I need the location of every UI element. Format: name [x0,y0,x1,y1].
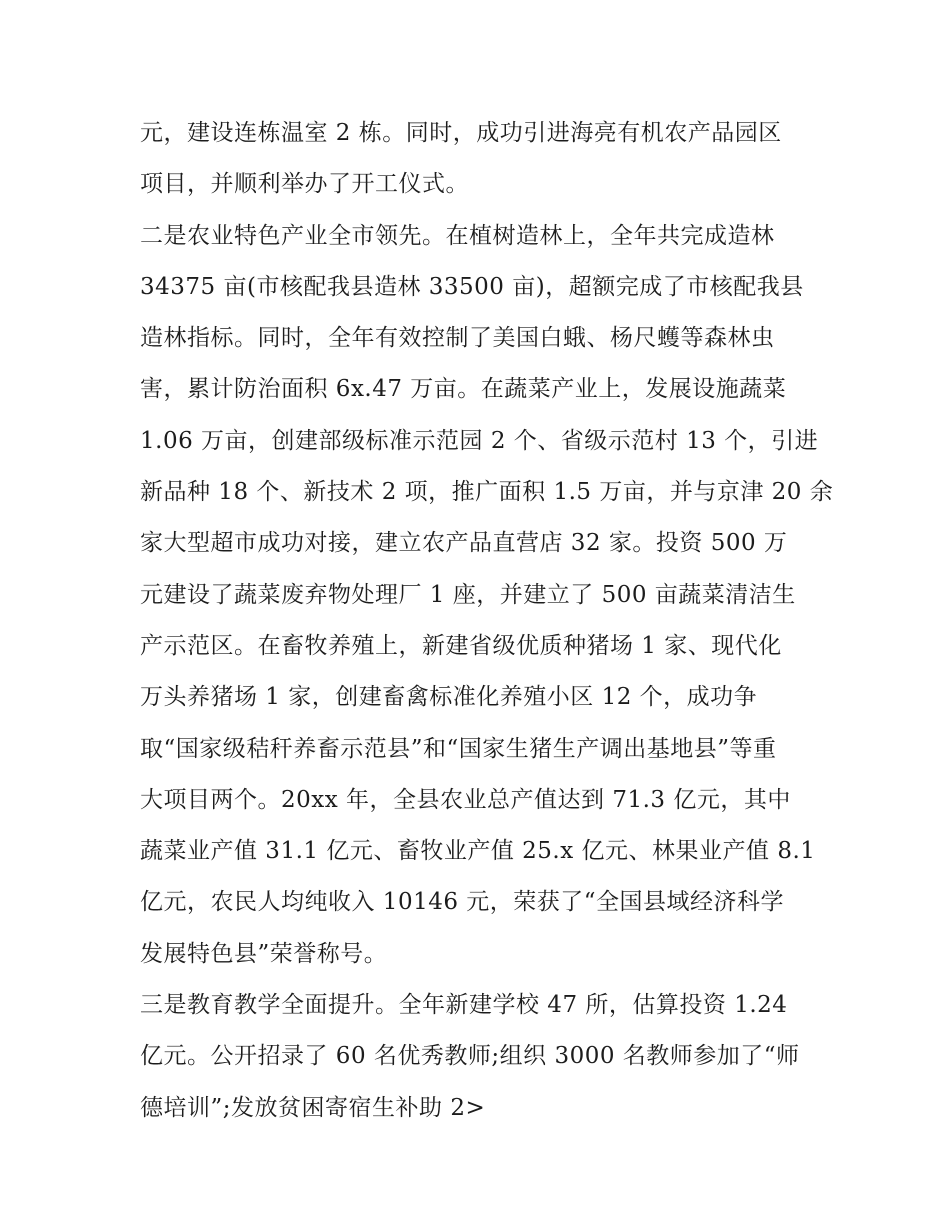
text-line: 34375 亩(市核配我县造林 33500 亩)，超额完成了市核配我县 [140,273,804,300]
text-line: 亿元。公开招录了 60 名优秀教师;组织 3000 名教师参加了“师 [140,1043,800,1070]
text-line: 发展特色县”荣誉称号。 [140,940,388,967]
text-line: 家大型超市成功对接，建立农产品直营店 32 家。投资 500 万 [140,530,788,557]
text-line: 二是农业特色产业全市领先。在植树造林上，全年共完成造林 [140,222,775,249]
text-line: 取“国家级秸秆养畜示范县”和“国家生猪生产调出基地县”等重 [140,735,777,762]
text-line: 大项目两个。20xx 年，全县农业总产值达到 71.3 亿元，其中 [140,786,791,813]
text-line: 三是教育教学全面提升。全年新建学校 47 所，估算投资 1.24 [140,992,788,1019]
text-line: 造林指标。同时，全年有效控制了美国白蛾、杨尺蠖等森林虫 [140,325,775,352]
text-line: 万头养猪场 1 家，创建畜禽标准化养殖小区 12 个，成功争 [140,684,758,711]
text-line: 蔬菜业产值 31.1 亿元、畜牧业产值 25.x 亿元、林果业产值 8.1 [140,838,816,865]
text-line: 元，建设连栋温室 2 栋。同时，成功引进海亮有机农产品园区 [140,120,782,146]
body-text [140,108,834,1134]
text-line: 元建设了蔬菜废弃物处理厂 1 座，并建立了 500 亩蔬菜清洁生 [140,581,796,608]
text-line: 产示范区。在畜牧养殖上，新建省级优质种猪场 1 家、现代化 [140,632,782,659]
text-line: 德培训”;发放贫困寄宿生补助 2> [140,1094,486,1121]
text-line: 项目，并顺利举办了开工仪式。 [140,171,469,198]
text-line: 新品种 18 个、新技术 2 项，推广面积 1.5 万亩，并与京津 20 余 [140,479,834,506]
text-line: 1.06 万亩，创建部级标准示范园 2 个、省级示范村 13 个，引进 [140,427,819,454]
text-line: 亿元，农民人均纯收入 10146 元，荣获了“全国县域经济科学 [140,889,785,916]
text-line: 害，累计防治面积 6x.47 万亩。在蔬菜产业上，发展设施蔬菜 [140,376,787,403]
